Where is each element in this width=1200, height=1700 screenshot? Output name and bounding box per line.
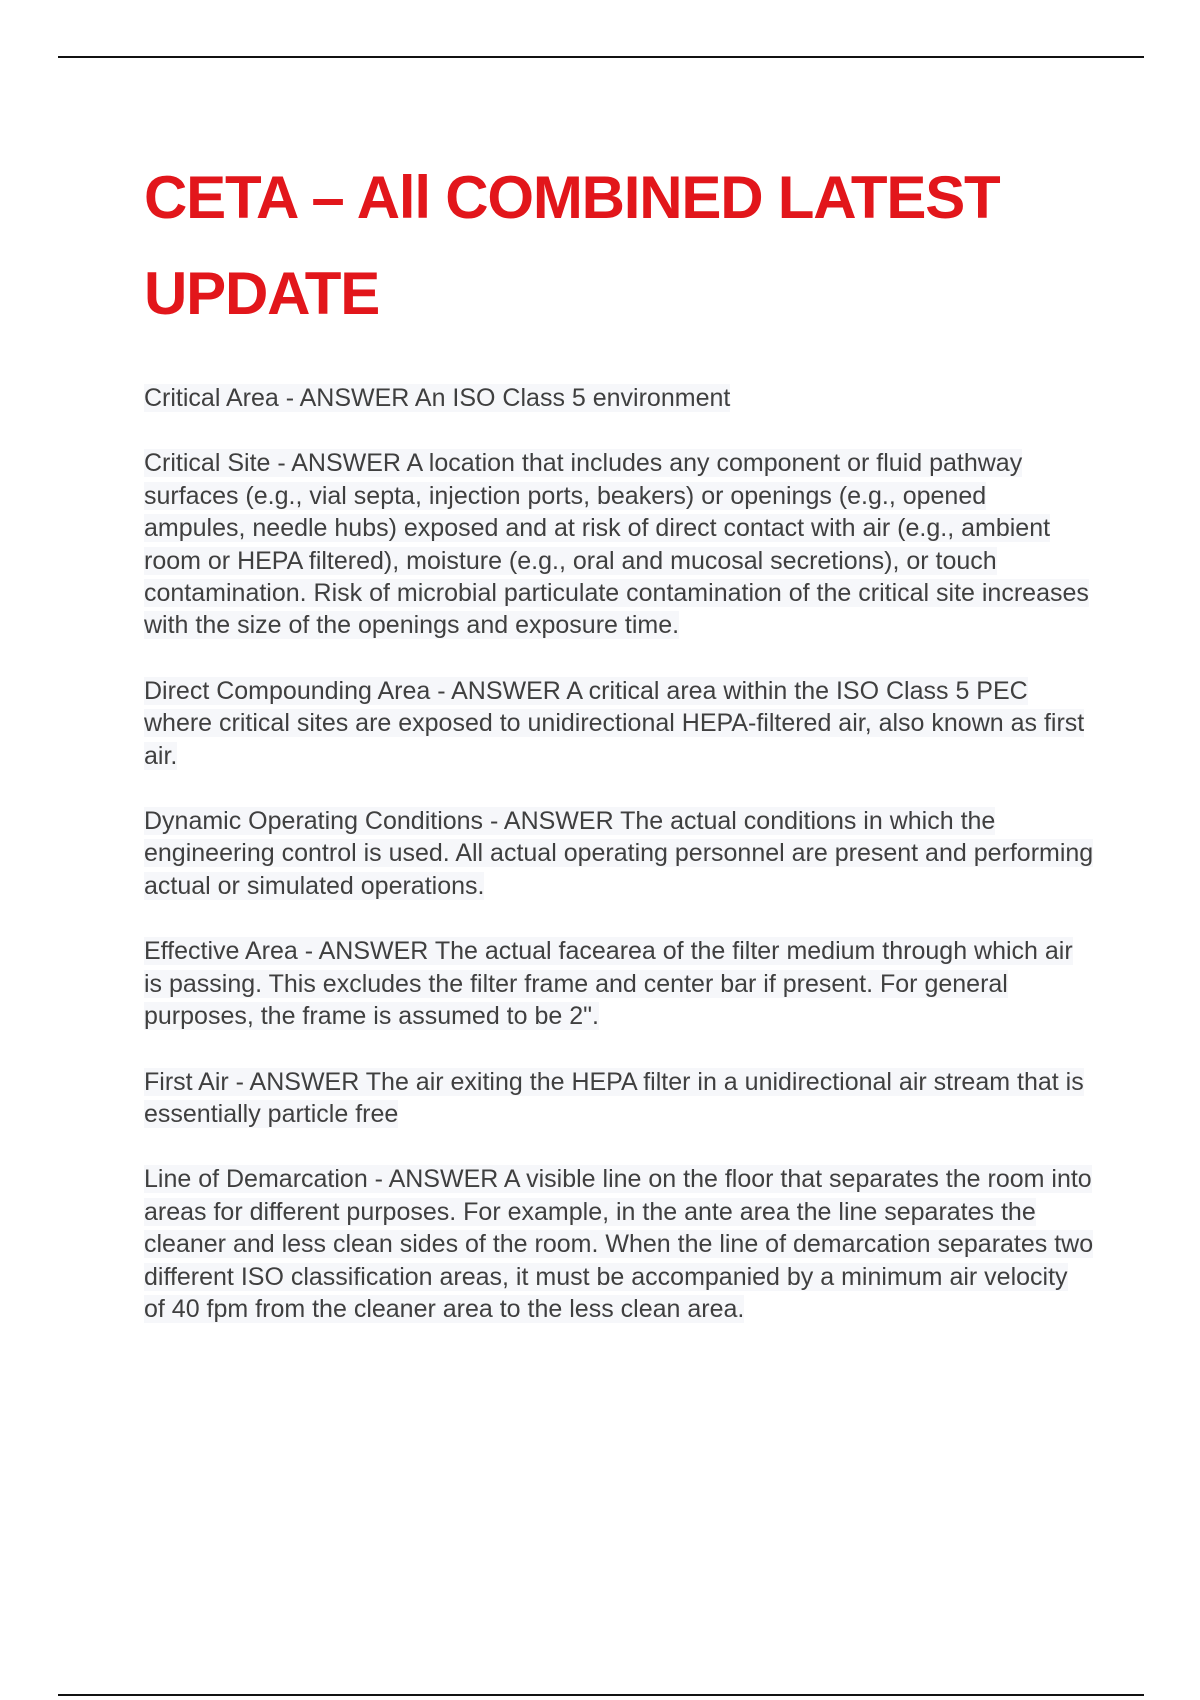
entry-direct-compounding-area	[144, 675, 1094, 772]
top-rule	[58, 56, 1144, 58]
entry-effective-area	[144, 935, 1094, 1032]
entry-line-of-demarcation	[144, 1163, 1094, 1325]
document-body	[144, 382, 1094, 1358]
entry-text: Effective Area - ANSWER The actual facearea of the filter medium through which air is passing. This excludes the filter frame and center bar if present. For general purposes, the frame is assumed to be 2".	[144, 937, 1073, 1031]
entry-text: Critical Area - ANSWER An ISO Class 5 environment	[144, 384, 731, 412]
bottom-rule	[58, 1694, 1144, 1696]
entry-text: Critical Site - ANSWER A location that includes any component or fluid pathway surfaces (e.g., vial septa, injection ports, beakers) or openings (e.g., opened ampules, needle hubs) exposed and at risk of direct contact with air (e.g., ambient room or HEPA filtered), moisture (e.g., oral and mucosal secretions), or touch contamination. Risk of microbial particulate contamination of the critical site increases with the size of the openings and exposure time.	[144, 449, 1089, 640]
entry-critical-area	[144, 382, 1094, 414]
entry-text: Dynamic Operating Conditions - ANSWER The actual conditions in which the engineering control is used. All actual operating personnel are present and performing actual or simulated operations.	[144, 807, 1094, 900]
entry-dynamic-operating-conditions	[144, 805, 1094, 902]
document-title: CETA – All COMBINED LATEST UPDATE	[144, 164, 1000, 327]
entry-text: First Air - ANSWER The air exiting the HEPA filter in a unidirectional air stream that is essentially particle free	[144, 1067, 1084, 1128]
entry-critical-site	[144, 447, 1094, 641]
entry-text: Direct Compounding Area - ANSWER A critical area within the ISO Class 5 PEC where critical sites are exposed to unidirectional HEPA-filtered air, also known as first air.	[144, 676, 1085, 770]
entry-text: Line of Demarcation - ANSWER A visible line on the floor that separates the room into areas for different purposes. For example, in the ante area the line separates the cleaner and less clean sides of the room. When the line of demarcation separates two different ISO classification areas, it must be accompanied by a minimum air velocity of 40 fpm from the cleaner area to the less clean area.	[144, 1165, 1094, 1323]
entry-first-air	[144, 1066, 1094, 1131]
